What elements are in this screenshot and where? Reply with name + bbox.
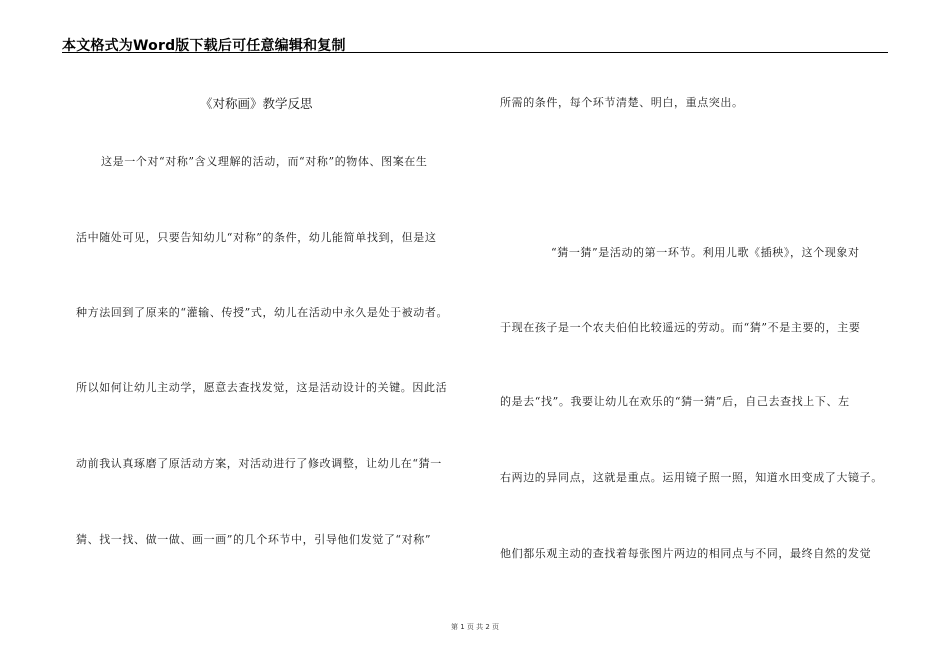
page-header — [62, 30, 888, 53]
paragraph-line: 活中随处可见，只要告知幼儿“对称”的条件，幼儿能简单找到，但是这 — [76, 231, 437, 244]
header-text: 本文格式为Word版下载后可任意编辑和复制 — [62, 38, 346, 54]
paragraph-line: 于现在孩子是一个农夫伯伯比较遥远的劳动。而“猜”不是主要的，主要 — [500, 321, 861, 334]
paragraph-line: 他们都乐观主动的查找着每张图片两边的相同点与不同，最终自然的发觉 — [500, 547, 872, 560]
paragraph-line: 种方法回到了原来的“灌输、传授”式，幼儿在活动中永久是处于被动者。 — [76, 306, 449, 319]
paragraph-line: 所需的条件，每个环节清楚、明白，重点突出。 — [500, 96, 744, 109]
paragraph-line: 动前我认真琢磨了原活动方案，对活动进行了修改调整，让幼儿在“猜一 — [76, 457, 442, 470]
paragraph-line: 右两边的异同点，这就是重点。运用镜子照一照，知道水田变成了大镜子。 — [500, 471, 883, 484]
paragraph-line: 这是一个对“对称”含义理解的活动，而“对称”的物体、图案在生 — [101, 155, 428, 168]
paragraph-line: “猜一猜”是活动的第一环节。利用儿歌《插秧》，这个现象对 — [551, 246, 860, 259]
paragraph-line: 所以如何让幼儿主动学，愿意去查找发觉，这是活动设计的关键。因此活 — [76, 381, 448, 394]
paragraph-line: 的是去“找”。我要让幼儿在欢乐的“猜一猜”后，自己去查找上下、左 — [500, 395, 850, 408]
page-number: 第 1 页 共 2 页 — [450, 623, 500, 631]
document-title: 《对称画》教学反思 — [200, 96, 313, 111]
paragraph-line: 猜、找一找、做一做、画一画”的几个环节中，引导他们发觉了“对称” — [76, 533, 432, 546]
